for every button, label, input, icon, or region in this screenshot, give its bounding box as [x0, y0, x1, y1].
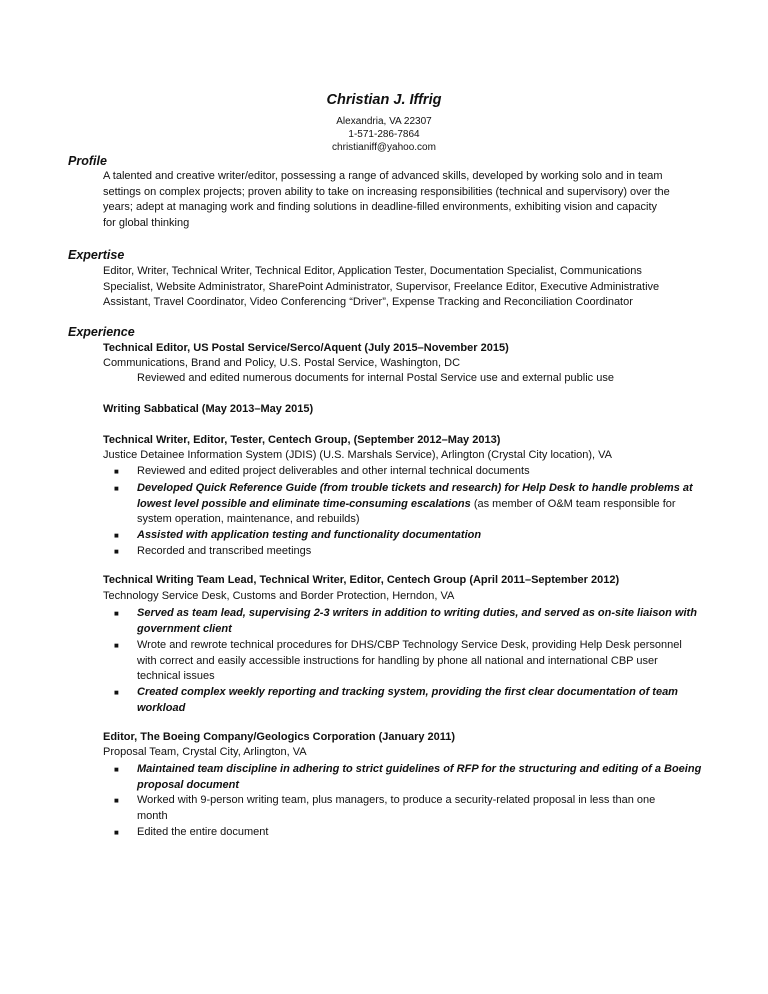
candidate-email: christianiff@yahoo.com: [332, 142, 436, 153]
bullet-text: Maintained team discipline in adhering to strict guidelines of RFP for the structuring and editing of a Boeing: [137, 763, 702, 775]
profile-text: [103, 169, 703, 231]
bullet-text: Developed Quick Reference Guide (from trouble tickets and research) for Help Desk to handle problems at: [137, 482, 693, 494]
bullet-icon: ■: [114, 688, 119, 697]
candidate-name: Christian J. Iffrig: [326, 92, 442, 108]
bullet-text-bold: lowest level possible and eliminate time-consuming escalations: [137, 497, 471, 510]
profile-line: settings on complex projects; proven ability to take on increasing responsibilities (technical and supervisory) over the: [103, 185, 670, 198]
candidate-city: Alexandria, VA 22307: [336, 116, 432, 127]
section-heading-profile: Profile: [68, 154, 107, 168]
profile-line: years; adept at managing work and finding solutions in deadline-filled environments, exhibiting vision and capacity: [103, 201, 657, 214]
job-title-centech-cbp: Technical Writing Team Lead, Technical Writer, Editor, Centech Group (April 2011–September 2012): [103, 574, 620, 586]
section-heading-expertise: Expertise: [68, 248, 125, 262]
bullet-icon: ■: [114, 796, 119, 805]
job-subtitle-centech-jdis: Justice Detainee Information System (JDIS) (U.S. Marshals Service), Arlington (Crystal City location), VA: [103, 449, 613, 461]
bullet-text: Edited the entire document: [137, 826, 269, 838]
bullet-icon: ■: [114, 467, 119, 476]
bullet-icon: ■: [114, 547, 119, 556]
section-heading-experience: Experience: [68, 325, 135, 339]
candidate-phone: 1-571-286-7864: [348, 129, 420, 140]
bullet-icon: ■: [114, 484, 119, 493]
bullet-icon: ■: [114, 765, 119, 774]
bullet-text: government client: [137, 622, 232, 635]
bullet-text: Wrote and rewrote technical procedures for DHS/CBP Technology Service Desk, providing Help Desk personnel: [137, 639, 682, 651]
bullet-text: month: [137, 809, 168, 822]
bullet-icon: ■: [114, 531, 119, 540]
expertise-line: Specialist, Website Administrator, SharePoint Administrator, Supervisor, Freelance Editor, Executive Administrative: [103, 280, 660, 293]
job-detail-usps: Reviewed and edited numerous documents for internal Postal Service use and external public use: [137, 372, 614, 384]
bullet-text: system operation, maintenance, and rebuilds): [137, 513, 360, 526]
expertise-line: Editor, Writer, Technical Writer, Technical Editor, Application Tester, Documentation Specialist, Communications: [103, 265, 642, 277]
bullet-icon: ■: [114, 641, 119, 650]
bullet-text: Recorded and transcribed meetings: [137, 545, 312, 557]
bullet-text: proposal document: [137, 778, 240, 791]
job-title-usps: Technical Editor, US Postal Service/Serco/Aquent (July 2015–November 2015): [103, 342, 509, 354]
profile-line: for global thinking: [103, 216, 190, 229]
job-title-sabbatical: Writing Sabbatical (May 2013–May 2015): [103, 403, 314, 415]
bullet-text: workload: [137, 701, 186, 714]
bullet-text: Created complex weekly reporting and tracking system, providing the first clear documentation of team: [137, 686, 678, 698]
bullet-text: Assisted with application testing and functionality documentation: [137, 529, 482, 541]
job-title-boeing: Editor, The Boeing Company/Geologics Corporation (January 2011): [103, 731, 456, 743]
expertise-line: Assistant, Travel Coordinator, Video Conferencing “Driver”, Expense Tracking and Reconciliation Coordinator: [103, 296, 633, 309]
bullet-text: Worked with 9-person writing team, plus managers, to produce a security-related proposal in less than one: [137, 794, 656, 806]
bullet-text: Served as team lead, supervising 2-3 writers in addition to writing duties, and served as on-site liaison with: [137, 607, 697, 619]
bullet-text: (as member of O&M team responsible for: [470, 497, 676, 510]
bullet-icon: ■: [114, 828, 119, 837]
bullet-text: Reviewed and edited project deliverables and other internal technical documents: [137, 465, 530, 477]
job-subtitle-centech-cbp: Technology Service Desk, Customs and Border Protection, Herndon, VA: [103, 590, 455, 602]
bullet-text: with correct and easily accessible instructions for handling by phone all national and international CBP user: [137, 654, 658, 667]
job-subtitle-boeing: Proposal Team, Crystal City, Arlington, VA: [103, 746, 307, 758]
bullet-icon: ■: [114, 609, 119, 618]
expertise-text: [103, 264, 703, 311]
job-title-centech-jdis: Technical Writer, Editor, Tester, Centech Group, (September 2012–May 2013): [103, 434, 501, 446]
job-subtitle-usps: Communications, Brand and Policy, U.S. Postal Service, Washington, DC: [103, 357, 461, 369]
bullet-text: technical issues: [137, 670, 215, 683]
profile-line: A talented and creative writer/editor, possessing a range of advanced skills, developed by working solo and in team: [103, 170, 663, 182]
